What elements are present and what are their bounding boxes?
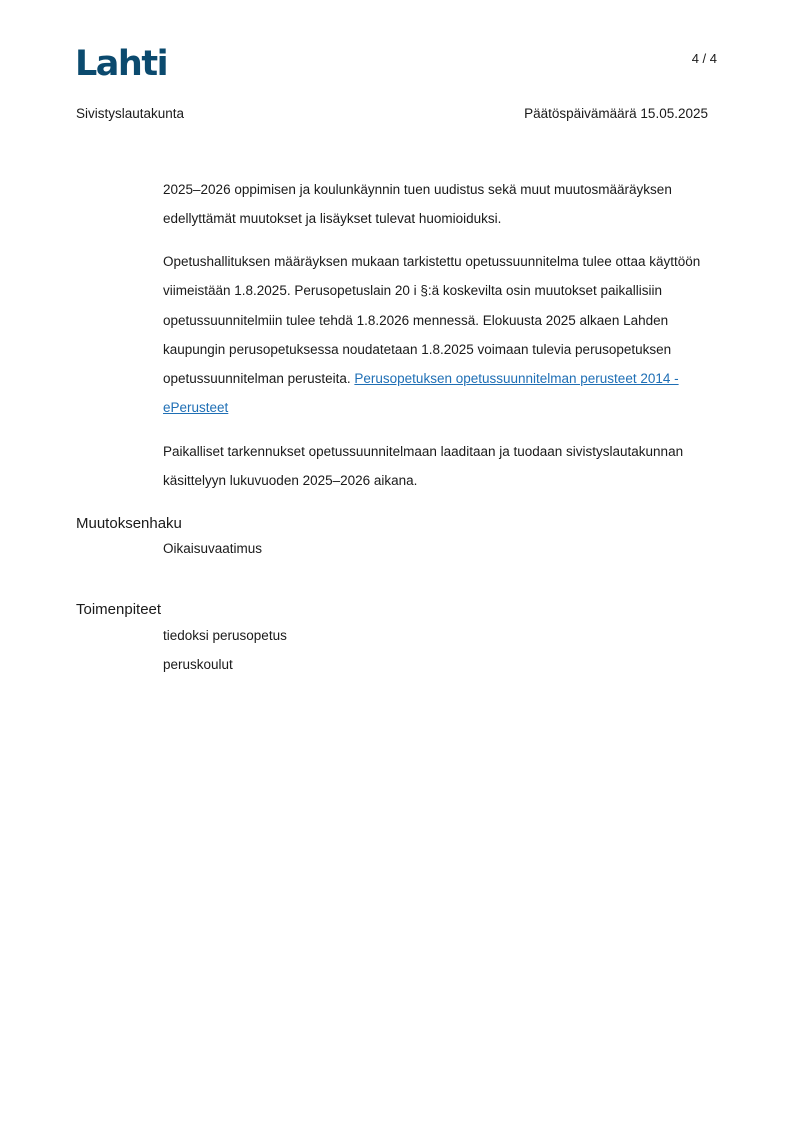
appeal-heading: Muutoksenhaku [76,515,182,532]
decision-date: Päätöspäivämäärä 15.05.2025 [524,106,708,121]
eperusteet-link[interactable]: Perusopetuksen opetussuunnitelman perusteet 2014 - ePerusteet [163,371,679,416]
actions-heading: Toimenpiteet [76,601,162,618]
page-number: 4 / 4 [691,51,717,66]
committee-name: Sivistyslautakunta [76,106,185,121]
appeal-value: Oikaisuvaatimus [163,541,263,556]
action-item: peruskoulut [163,657,233,672]
action-item: tiedoksi perusopetus [163,628,287,643]
paragraph-curriculum [163,247,723,423]
lahti-logo: Lahti [75,44,168,84]
paragraph-reform: 2025–2026 oppimisen ja koulunkäynnin tuen uudistus sekä muut muutosmääräyksen edellyttämät muutokset ja lisäykset tulevat huomioiduksi. [163,182,672,227]
paragraph-local: Paikalliset tarkennukset opetussuunnitelmaan laaditaan ja tuodaan sivistyslautakunnan käsittelyyn lukuvuoden 2025–2026 aikana. [163,444,684,489]
paragraph-curriculum-text: Opetushallituksen määräyksen mukaan tarkistettu opetussuunnitelma tulee ottaa käyttöön viimeistään 1.8.2025. Perusopetuslain 20 i §:ä koskevilta osin muutokset paikallisiin opetussuunnitelmiin tulee tehdä 1.8.2026 mennessä. Elokuusta 2025 alkaen Lahden kaupungin perusopetuksessa noudatetaan 1.8.2025 voimaan tulevia perusopetuksen opetussuunnitelman perusteita. [163,254,701,387]
